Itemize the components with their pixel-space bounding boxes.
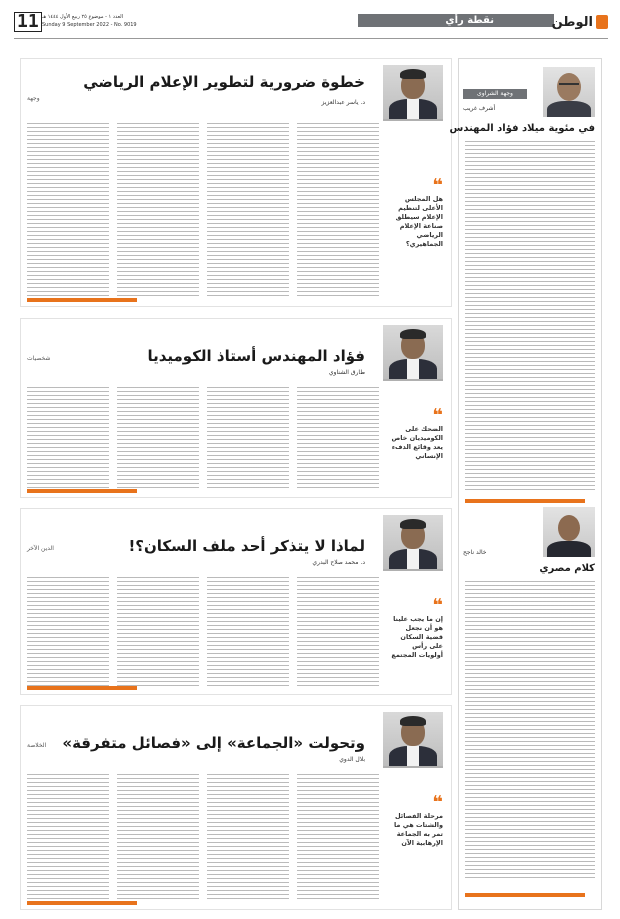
body-column (27, 387, 109, 489)
body-column (117, 123, 199, 298)
newspaper-logo (552, 12, 608, 32)
article-footer-bar (27, 298, 137, 302)
column-body-2 (465, 581, 595, 881)
article-headline: وتحولت «الجماعة» إلى «فصائل متفرقة» (62, 734, 365, 752)
column-title-2: كلام مصري (539, 563, 595, 574)
quote-icon: ❝ (432, 792, 443, 813)
pull-quote (387, 405, 443, 461)
article-byline: د. ياسر عبدالعزيز (321, 99, 365, 106)
columnist-name: أشرف غريب (463, 105, 496, 112)
body-column (207, 123, 289, 298)
article-footer-bar (27, 901, 137, 905)
pull-quote (387, 595, 443, 660)
logo-text: الوطن (551, 14, 593, 30)
article-tag: الدين الآخر (27, 545, 54, 552)
columnist-name-2: خالد ناجح (463, 549, 487, 556)
author-photo (383, 712, 443, 768)
author-photo (383, 65, 443, 121)
body-column (207, 387, 289, 489)
article-byline: طارق الشناوي (328, 369, 365, 376)
pull-quote-text: إن ما يجب علينا هو أن نجعل قضية السكان على رأس أولويات المجتمع (391, 615, 443, 659)
article-body (27, 387, 379, 489)
article-tag: شخصيات (27, 355, 51, 362)
section-bar (358, 14, 554, 27)
author-photo (383, 325, 443, 381)
body-column (297, 123, 379, 298)
right-column (449, 58, 602, 910)
pull-quote-text: الضحك على الكوميديان خاص يعد وقائع الدفء الإنساني (391, 425, 443, 460)
article-body (27, 123, 379, 298)
column-title: في مئوية ميلاد فؤاد المهندس (449, 123, 595, 134)
pull-quote-text: مرحلة الفصائل والشتات هي ما تمر به الجماعة الإرهابية الآن (393, 812, 443, 847)
article-1 (20, 58, 452, 307)
pull-quote (387, 175, 443, 249)
body-column (117, 577, 199, 686)
issue-info: العدد ١ - موضوع ٢٥ ربيع الأول ١٤٤٤ هـ (42, 14, 123, 20)
article-footer-bar (27, 489, 137, 493)
masthead (14, 10, 608, 39)
body-column (297, 774, 379, 901)
body-column (207, 774, 289, 901)
quote-icon: ❝ (432, 175, 443, 196)
article-body (27, 774, 379, 901)
page-number: 11 (14, 12, 42, 32)
body-column (117, 774, 199, 901)
column-label: وجهة الشراوى (463, 89, 527, 99)
issue-date: Sunday 9 September 2022 - No. 9019 (42, 22, 137, 28)
article-body (27, 577, 379, 686)
section-label: نقطة رأي (445, 15, 494, 26)
logo-mark-icon (596, 15, 608, 29)
body-column (27, 774, 109, 901)
body-column (297, 577, 379, 686)
article-footer-bar (27, 686, 137, 690)
body-column (297, 387, 379, 489)
column-body (465, 141, 595, 491)
column-footer-bar (465, 499, 585, 503)
body-column (27, 123, 109, 298)
pull-quote (387, 792, 443, 848)
author-photo (383, 515, 443, 571)
article-headline: خطوة ضرورية لتطوير الإعلام الرياضي (83, 73, 365, 91)
article-tag: وجهة (27, 95, 40, 102)
quote-icon: ❝ (432, 595, 443, 616)
column-footer-bar-2 (465, 893, 585, 897)
body-column (207, 577, 289, 686)
pull-quote-text: هل المجلس الأعلى لتنظيم الإعلام سيطلق صناعة الإعلام الرياضي الجماهيري؟ (395, 195, 443, 248)
body-column (27, 577, 109, 686)
columnist-photo-2 (543, 507, 595, 557)
article-byline: بلال الدوي (339, 756, 365, 763)
article-tag: الخلاصة (27, 742, 47, 749)
quote-icon: ❝ (432, 405, 443, 426)
columnist-photo (543, 67, 595, 117)
article-3 (20, 508, 452, 695)
article-headline: لماذا لا يتذكر أحد ملف السكان؟! (128, 537, 365, 555)
article-byline: د. محمد صلاح البدري (312, 559, 365, 566)
article-headline: فؤاد المهندس أستاذ الكوميديا (147, 347, 365, 365)
body-column (117, 387, 199, 489)
article-4 (20, 705, 452, 910)
article-2 (20, 318, 452, 498)
